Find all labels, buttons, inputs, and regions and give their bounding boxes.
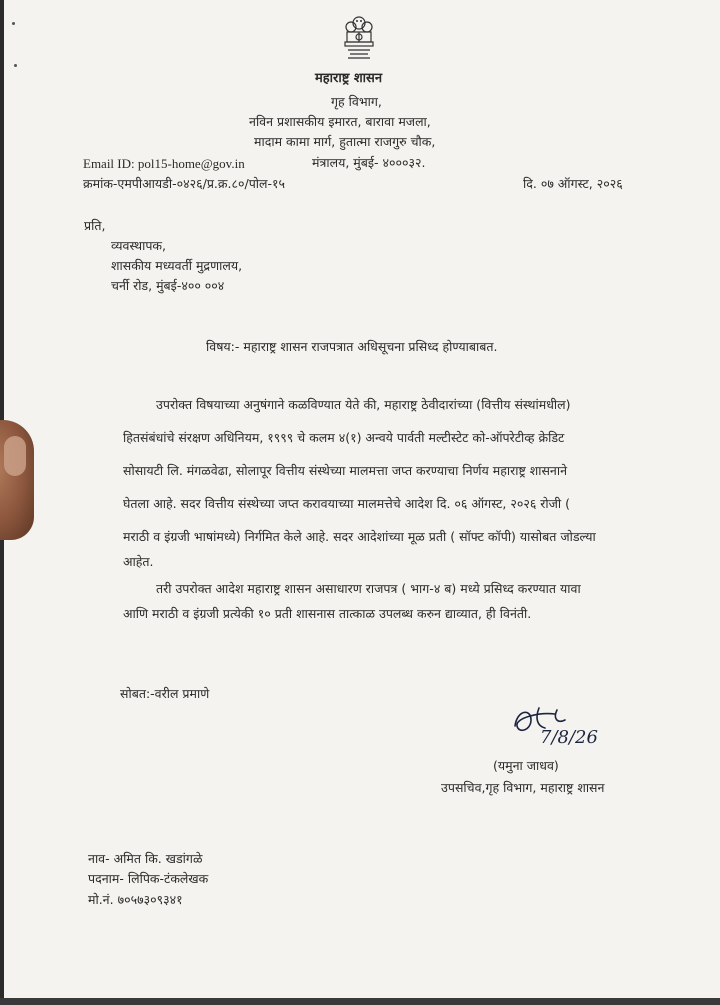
address-line-2: मादाम कामा मार्ग, हुतात्मा राजगुरु चौक,: [254, 134, 436, 149]
body-paragraph-1-line: मराठी व इंग्रजी भाषांमध्ये) निर्गमित केले आहे. सदर आदेशांच्या मूळ प्रती ( सॉफ्ट कॉपी) यासोबत जोडल्या: [123, 529, 596, 544]
signatory-name: (यमुना जाधव): [493, 758, 559, 773]
body-paragraph-1-line: घेतला आहे. सदर वित्तीय संस्थेच्या जप्त करावयाच्या मालमत्तेचे आदेश दि. ०६ ऑगस्ट, २०२६ रोजी (: [123, 496, 571, 511]
body-paragraph-2-line: तरी उपरोक्त आदेश महाराष्ट्र शासन असाधारण राजपत्र ( भाग-४ ब) मध्ये प्रसिध्द करण्यात यावा: [156, 581, 581, 596]
address-line-1: नविन प्रशासकीय इमारत, बारावा मजला,: [249, 114, 431, 129]
recipient-prefix: प्रति,: [84, 218, 106, 233]
signature-date: 7/8/26: [540, 727, 598, 748]
body-paragraph-1-line: सोसायटी लि. मंगळवेढा, सोलापूर वित्तीय संस्थेच्या मालमत्ता जप्त करण्याचा निर्णय महाराष्ट्र शासनाने: [123, 463, 568, 478]
letterhead-title: महाराष्ट्र शासन: [315, 71, 383, 86]
letter-date: दि. ०७ ऑगस्ट, २०२६: [523, 176, 623, 191]
body-paragraph-1-line: उपरोक्त विषयाच्या अनुषंगाने कळविण्यात येते की, महाराष्ट्र ठेवीदारांच्या (वित्तीय संस्थांमधील): [156, 397, 571, 412]
document-page: [4, 0, 720, 998]
clerk-designation: पदनाम- लिपिक-टंकलेखक: [88, 871, 209, 886]
recipient-line-1: व्यवस्थापक,: [111, 238, 166, 253]
paper-speck: [14, 64, 17, 67]
body-paragraph-1-line: आहेत.: [123, 554, 154, 569]
bottom-edge: [0, 998, 720, 1005]
clerk-name: नाव- अमित कि. खडांगळे: [88, 851, 203, 866]
recipient-line-3: चर्नी रोड, मुंबई-४०० ००४: [111, 278, 225, 293]
enclosure-note: सोबत:-वरील प्रमाणे: [120, 686, 210, 701]
ashoka-emblem-icon: [340, 14, 378, 64]
body-paragraph-1-line: हितसंबंधांचे संरक्षण अधिनियम, १९९९ चे कलम ४(१) अन्वये पार्वती मल्टीस्टेट को-ऑपरेटीव्ह क्रेडिट: [123, 430, 565, 445]
subject-line: विषय:- महाराष्ट्र शासन राजपत्रात अधिसूचना प्रसिध्द होण्याबाबत.: [206, 339, 498, 354]
paper-speck: [12, 22, 15, 25]
body-paragraph-2-line: आणि मराठी व इंग्रजी प्रत्येकी १० प्रती शासनास तात्काळ उपलब्ध करुन द्याव्यात, ही विनंती.: [123, 606, 532, 621]
email-id: Email ID: pol15-home@gov.in: [83, 156, 245, 171]
signatory-designation: उपसचिव,गृह विभाग, महाराष्ट्र शासन: [441, 780, 605, 795]
department-name: गृह विभाग,: [331, 94, 382, 109]
reference-number: क्रमांक-एमपीआयडी-०४२६/प्र.क्र.८०/पोल-१५: [83, 176, 286, 191]
address-line-3: मंत्रालय, मुंबई- ४०००३२.: [312, 155, 426, 170]
recipient-line-2: शासकीय मध्यवर्ती मुद्रणालय,: [111, 258, 243, 273]
clerk-mobile: मो.नं. ७०५७३०९३४१: [88, 892, 183, 907]
thumbnail-nail-artifact: [4, 436, 26, 476]
